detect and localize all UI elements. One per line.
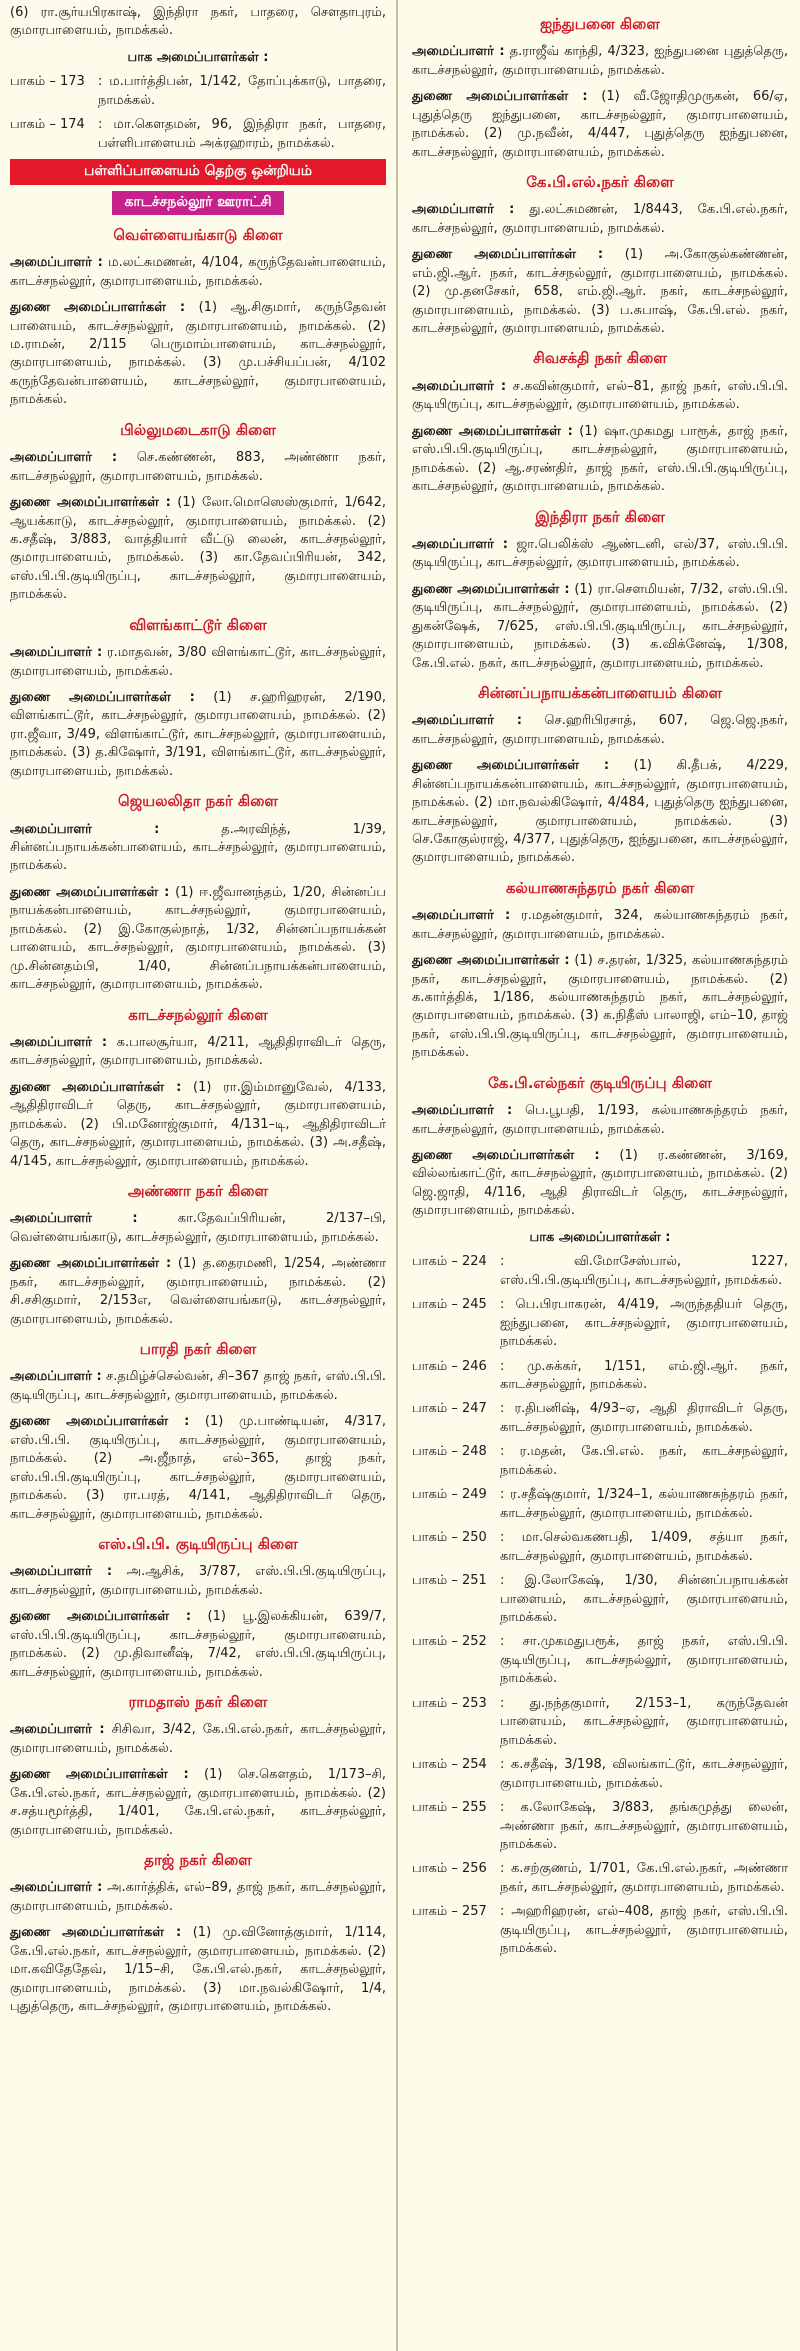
deputy-entry	[10, 884, 386, 995]
branch-title: சிவசக்தி நகர் கிளை	[533, 349, 667, 368]
organizer-label: அமைப்பாளர் :	[10, 821, 160, 837]
deputy-text: (1) ச.ஹரிஹரன், 2/190, விளங்காட்டூர், காடச்சநல்லூர், குமாரபாளையம், நாமக்கல். (2) ரா.ஜீவா, 3/49, விளங்காட்டூர், காடச்சநல்லூர், குமாரபாளையம், நாமக்கல். (3) த.கிஷோர், 3/191, விளங்காட்டூர், காடச்சநல்லூர், குமாரபாளையம், நாமக்கல்.	[10, 689, 386, 779]
deputy-entry	[10, 689, 386, 781]
organizer-text: பெ.பூபதி, 1/193, கல்யாணசுந்தரம் நகர், காடச்சநல்லூர், குமாரபாளையம், நாமக்கல்.	[412, 1103, 788, 1137]
part-organizer: : து.நந்தகுமார், 2/153–1, கருந்தேவன் பாளையம், காடச்சநல்லூர், குமாரபாளையம், நாமக்கல்.	[500, 1695, 788, 1748]
branch-title: பில்லுமடைகாடு கிளை	[120, 420, 276, 439]
top-paragraph: (6) ரா.சூர்யபிரகாஷ், இந்திரா நகர், பாதரை, சௌதாபுரம், குமாரபாளையம், நாமக்கல்.	[10, 5, 386, 39]
deputy-text: (1) மு.வினோத்குமார், 1/114, கே.பி.எல்.நகர், காடச்சநல்லூர், குமாரபாளையம், நாமக்கல். (2) மா.கவிதேதேவ், 1/15–சி, கே.பி.எல்.நகர், காடச்சநல்லூர், குமாரபாளையம், நாமக்கல். (3) மா.நவல்கிஷோர், 1/4, புதுத்தெரு, காடச்சநல்லூர், குமாரபாளையம், நாமக்கல்.	[10, 1925, 386, 2015]
part-organizer-row	[412, 1443, 788, 1480]
part-number: பாகம் – 251	[412, 1573, 487, 1589]
organizer-entry	[412, 201, 788, 238]
organizer-entry	[412, 43, 788, 80]
part-number: பாகம் – 256	[412, 1861, 487, 1877]
branch-block	[10, 615, 386, 781]
deputy-label: துணை அமைப்பாளர்கள் :	[10, 1414, 190, 1430]
organizer-text: து.லட்சுமணன், 1/8443, கே.பி.எல்.நகர், காடச்சநல்லூர், குமாரபாளையம், நாமக்கல்.	[412, 202, 788, 236]
panchayat-header-wrap	[10, 191, 386, 215]
deputy-label: துணை அமைப்பாளர்கள் :	[412, 581, 570, 597]
branch-block	[10, 791, 386, 994]
part-number: பாகம் – 247	[412, 1401, 487, 1417]
deputy-label: துணை அமைப்பாளர்கள் :	[10, 1767, 189, 1783]
deputy-entry	[10, 299, 386, 410]
branch-block	[10, 1692, 386, 1840]
part-organizer: : சா.முகமதுபரூக், தாஜ் நகர், எஸ்.பி.பி. குடியிருப்பு, காடச்சநல்லூர், குமாரபாளையம், நாமக்கல்.	[500, 1634, 788, 1687]
deputy-entry	[412, 246, 788, 338]
part-number: பாகம் – 173	[10, 74, 85, 90]
organizer-text: ச.கவின்குமார், எல்–81, தாஜ் நகர், எஸ்.பி.பி. குடியிருப்பு, காடச்சநல்லூர், குமாரபாளையம், நாமக்கல்.	[412, 378, 788, 413]
part-organizer-row	[412, 1358, 788, 1395]
organizer-label: அமைப்பாளர் :	[10, 1369, 102, 1385]
deputy-entry	[412, 1147, 788, 1221]
deputy-text: (1) செ.கௌதம், 1/173–சி, கே.பி.எல்.நகர், காடச்சநல்லூர், குமாரபாளையம், நாமக்கல். (2) ச.சத்யமூர்த்தி, 1/401, கே.பி.எல்.நகர், காடச்சநல்லூர், குமாரபாளையம், நாமக்கல்.	[10, 1767, 386, 1838]
organizer-entry	[10, 1368, 386, 1405]
deputy-entry	[412, 423, 788, 497]
part-organizer: : க.லோகேஷ், 3/883, தங்கமுத்து லைன், அண்ணா நகர், காடச்சநல்லூர், குமாரபாளையம், நாமக்கல்.	[500, 1800, 788, 1852]
organizer-text: செ.கண்ணன், 883, அண்ணா நகர், காடச்சநல்லூர், குமாரபாளையம், நாமக்கல்.	[10, 450, 386, 484]
branch-block	[412, 14, 788, 162]
branch-title: ஐந்துபனை கிளை	[540, 15, 660, 33]
part-organizer-row	[412, 1253, 788, 1290]
part-number: பாகம் – 253	[412, 1695, 487, 1711]
organizer-text: த.ராஜீவ் காந்தி, 4/323, ஐந்துபனை புதுத்தெரு, காடச்சநல்லூர், குமாரபாளையம், நாமக்கல்.	[412, 44, 788, 78]
deputy-text: (1) ர.கண்ணன், 3/169, வில்லங்காட்டூர், காடச்சநல்லூர், குமாரபாளையம், நாமக்கல். (2) ஜெ.ஜாதி, 4/116, ஆதி திராவிடர் தெரு, காடச்சநல்லூர், குமாரபாளையம், நாமக்கல்.	[412, 1148, 788, 1219]
branch-block	[412, 683, 788, 868]
organizer-text: ர.மதன்குமார், 324, கல்யாணசுந்தரம் நகர், காடச்சநல்லூர், குமாரபாளையம், நாமக்கல்.	[412, 908, 788, 942]
left-column	[0, 0, 398, 2351]
branch-block	[10, 1534, 386, 1682]
part-organizer: : அஹரிஹரன், எல்–408, தாஜ் நகர், எஸ்.பி.பி. குடியிருப்பு, காடச்சநல்லூர், குமாரபாளையம், நாமக்கல்.	[500, 1904, 788, 1957]
deputy-entry	[412, 952, 788, 1063]
branch-title: இந்திரா நகர் கிளை	[535, 507, 665, 526]
branch-block	[412, 878, 788, 1063]
branch-title: அண்ணா நகர் கிளை	[127, 1182, 269, 1201]
part-number: பாகம் – 174	[10, 117, 85, 133]
part-organizer: : ர.மதன், கே.பி.எல். நகர், காடச்சநல்லூர், நாமக்கல்.	[500, 1444, 788, 1478]
organizer-entry	[412, 712, 788, 749]
organizer-text: க.பாலசூர்யா, 4/211, ஆதிதிராவிடர் தெரு, காடச்சநல்லூர், குமாரபாளையம், நாமக்கல்.	[10, 1034, 386, 1069]
organizer-text: ம.லட்சுமணன், 4/104, கருந்தேவன்பாளையம், காடச்சநல்லூர், குமாரபாளையம், நாமக்கல்.	[10, 255, 386, 289]
part-number: பாகம் – 248	[412, 1444, 487, 1460]
organizer-entry	[10, 1879, 386, 1916]
part-organizer-row	[412, 1756, 788, 1793]
organizer-label: அமைப்பாளர் :	[412, 378, 507, 394]
branch-block	[10, 1181, 386, 1329]
part-organizers-title: பாக அமைப்பாளர்கள் :	[529, 1229, 671, 1245]
deputy-label: துணை அமைப்பாளர்கள் :	[10, 1256, 172, 1272]
organizer-entry	[10, 1034, 386, 1071]
branch-title: தாஜ் நகர் கிளை	[144, 1851, 252, 1870]
part-number: பாகம் – 255	[412, 1800, 487, 1816]
deputy-label: துணை அமைப்பாளர்கள் :	[10, 495, 171, 511]
part-organizer-row	[412, 1903, 788, 1958]
organizer-entry	[412, 1102, 788, 1139]
part-organizer-row	[412, 1486, 788, 1523]
organizer-label: அமைப்பாளர் :	[412, 908, 511, 924]
organizer-label: அமைப்பாளர் :	[10, 1722, 105, 1738]
branch-block	[412, 348, 788, 496]
deputy-text: (1) ஈ.ஜீவானந்தம், 1/20, சின்னப்ப நாயக்கன்பாளையம், காடச்சநல்லூர், குமாரபாளையம், நாமக்கல். (2) இ.கோகுல்நாத், 1/32, சின்னப்பநாயக்கன் பாளையம், காடச்சநல்லூர், குமாரபாளையம், நாமக்கல். (3) மு.சின்னதம்பி, 1/40, சின்னப்பநாயக்கன்பாளையம், காடச்சநல்லூர், குமாரபாளையம், நாமக்கல்.	[10, 884, 386, 993]
branch-title: ஜெயலலிதா நகர் கிளை	[118, 792, 278, 811]
part-number: பாகம் – 245	[412, 1297, 487, 1313]
deputy-text: (1) பூ.இலக்கியன், 639/7, எஸ்.பி.பி.குடியிருப்பு, காடச்சநல்லூர், குமாரபாளையம், நாமக்கல். (2) மு.திவானீஷ், 7/42, எஸ்.பி.பி.குடியிருப்பு, காடச்சநல்லூர், குமாரபாளையம், நாமக்கல்.	[10, 1609, 386, 1680]
deputy-entry	[412, 581, 788, 673]
organizer-text: த.அரவிந்த், 1/39, சின்னப்பநாயக்கன்பாளையம், காடச்சநல்லூர், குமாரபாளையம், நாமக்கல்.	[10, 821, 386, 874]
branch-block	[412, 172, 788, 338]
part-organizer-row	[412, 1400, 788, 1437]
deputy-entry	[10, 494, 386, 605]
branch-block	[10, 225, 386, 410]
organizer-label: அமைப்பாளர் :	[10, 1564, 113, 1580]
part-organizer: : ம.பார்த்திபன், 1/142, தோப்புக்காடு, பாதரை, நாமக்கல்.	[98, 74, 386, 108]
deputy-entry	[10, 1608, 386, 1682]
organizer-label: அமைப்பாளர் :	[10, 1880, 103, 1896]
branch-block	[10, 1005, 386, 1171]
organizer-entry	[412, 378, 788, 415]
part-organizer: : ர.திபனிஷ், 4/93–ஏ, ஆதி திராவிடர் தெரு, காடச்சநல்லூர், குமாரபாளையம், நாமக்கல்.	[500, 1401, 788, 1435]
deputy-entry	[10, 1079, 386, 1171]
part-number: பாகம் – 249	[412, 1487, 487, 1503]
organizer-entry	[10, 1563, 386, 1600]
deputy-text: (1) கி.தீபக், 4/229, சின்னப்பநாயக்கன்பாளையம், காடச்சநல்லூர், குமாரபாளையம், நாமக்கல். (2) மா.நவல்கிஷோர், 4/484, புதுத்தெரு ஐந்துபனை, காடச்சநல்லூர், குமாரபாளையம், நாமக்கல். (3) செ.கோகுல்ராஜ், 4/377, புதுத்தெரு, ஐந்துபனை, காடச்சநல்லூர், குமாரபாளையம், நாமக்கல்.	[412, 758, 788, 866]
part-organizer-row	[412, 1695, 788, 1750]
deputy-label: துணை அமைப்பாளர்கள் :	[412, 953, 570, 969]
deputy-text: (1) ச.தரன், 1/325, கல்யாணசுந்தரம் நகர், காடச்சநல்லூர், குமாரபாளையம், நாமக்கல். (2) க.கார்த்திக், 1/186, கல்யாணசுந்தரம் நகர், காடச்சநல்லூர், குமாரபாளையம், நாமக்கல். (3) க.நிதீஸ் பாலாஜி, எம்–10, தாஜ் நகர், எஸ்.பி.பி.குடியிருப்பு, காடச்சநல்லூர், குமாரபாளையம், நாமக்கல்.	[412, 953, 788, 1061]
part-number: பாகம் – 250	[412, 1530, 487, 1546]
part-number: பாகம் – 252	[412, 1634, 487, 1650]
deputy-label: துணை அமைப்பாளர்கள் :	[412, 423, 573, 439]
organizer-text: சிசிவா, 3/42, கே.பி.எல்.நகர், காடச்சநல்லூர், குமாரபாளையம், நாமக்கல்.	[10, 1722, 386, 1756]
part-organizer: : வி.மோசேஸ்பால், 1227, எஸ்.பி.பி.குடியிருப்பு, காடச்சநல்லூர், நாமக்கல்.	[500, 1254, 788, 1288]
deputy-text: (1) மு.பாண்டியன், 4/317, எஸ்.பி.பி. குடியிருப்பு, காடச்சநல்லூர், குமாரபாளையம், நாமக்கல். (2) அ.ஜீநாத், எல்–365, தாஜ் நகர், எஸ்.பி.பி.குடியிருப்பு, காடச்சநல்லூர், குமாரபாளையம், நாமக்கல். (3) ரா.பரத், 4/141, ஆதிதிராவிடர் தெரு, காடச்சநல்லூர், குமாரபாளையம், நாமக்கல்.	[10, 1414, 386, 1522]
branch-title: கே.பி.எல்நகர் குடியிருப்பு கிளை	[488, 1073, 712, 1092]
part-organizer: : மா.செல்வகணபதி, 1/409, சத்யா நகர், காடச்சநல்லூர், குமாரபாளையம், நாமக்கல்.	[500, 1530, 788, 1564]
deputy-label: துணை அமைப்பாளர்கள் :	[10, 1925, 182, 1941]
organizer-entry	[10, 1210, 386, 1247]
deputy-text: (1) வீ.ஜோதிமுருகன், 66/ஏ, புதுத்தெரு ஐந்துபனை, காடச்சநல்லூர், குமாரபாளையம், நாமக்கல். (2) மு.நவீன், 4/447, புதுத்தெரு ஐந்துபனை, காடச்சநல்லூர், குமாரபாளையம், நாமக்கல்.	[412, 89, 788, 160]
deputy-label: துணை அமைப்பாளர்கள் :	[412, 89, 588, 105]
organizer-label: அமைப்பாளர் :	[412, 713, 522, 729]
organizer-label: அமைப்பாளர் :	[412, 1103, 513, 1119]
organizer-text: அ.கார்த்திக், எல்–89, தாஜ் நகர், காடச்சநல்லூர், குமாரபாளையம், நாமக்கல்.	[10, 1880, 386, 1914]
branch-title: ராமதாஸ் நகர் கிளை	[128, 1693, 268, 1712]
deputy-entry	[10, 1766, 386, 1840]
organizer-entry	[10, 254, 386, 291]
organizer-entry	[10, 644, 386, 681]
branch-block	[412, 507, 788, 673]
part-organizer-row	[412, 1799, 788, 1854]
organizer-label: அமைப்பாளர் :	[10, 1211, 138, 1227]
part-organizer: : மா.கௌதமன், 96, இந்திரா நகர், பாதரை, பள்ளிபாளையம் அக்ரஹாரம், நாமக்கல்.	[98, 117, 386, 151]
branch-title: எஸ்.பி.பி. குடியிருப்பு கிளை	[98, 1535, 298, 1554]
part-organizer-row	[10, 73, 386, 110]
deputy-text: (1) லோ.மொஸெஸ்குமார், 1/642, ஆயக்காடு, காடச்சநல்லூர், குமாரபாளையம், நாமக்கல். (2) க.சதீஷ், 3/883, வாத்தியார் வீட்டு லைன், காடச்சநல்லூர், குமாரபாளையம், நாமக்கல். (3) கா.தேவப்பிரியன், 342, எஸ்.பி.பி.குடியிருப்பு, காடச்சநல்லூர், குமாரபாளையம், நாமக்கல்.	[10, 495, 386, 603]
organizer-label: அமைப்பாளர் :	[412, 202, 515, 218]
deputy-text: (1) ஆ.சிகுமார், கருந்தேவன் பாளையம், காடச்சநல்லூர், குமாரபாளையம், நாமக்கல். (2) ம.ராமன், 2/115 பெருமாம்பாளையம், காடச்சநல்லூர், குமாரபாளையம், நாமக்கல். (3) மு.பச்சியப்பன், 4/102 கருந்தேவன்பாளையம், காடச்சநல்லூர், குமாரபாளையம், நாமக்கல்.	[10, 300, 386, 408]
part-organizer: : பெ.பிரபாகரன், 4/419, அருந்ததியர் தெரு, ஐந்துபனை, காடச்சநல்லூர், குமாரபாளையம், நாமக்கல்.	[500, 1297, 788, 1350]
branch-block	[10, 1850, 386, 2016]
part-organizer: : ர.சதீஷ்குமார், 1/324–1, கல்யாணசுந்தரம் நகர், காடச்சநல்லூர், குமாரபாளையம், நாமக்கல்.	[500, 1487, 788, 1521]
part-organizers-title: பாக அமைப்பாளர்கள் :	[127, 49, 269, 65]
deputy-label: துணை அமைப்பாளர்கள் :	[412, 1148, 600, 1164]
part-organizer-row	[412, 1572, 788, 1627]
deputy-label: துணை அமைப்பாளர்கள் :	[10, 300, 186, 316]
organizer-entry	[412, 536, 788, 573]
branch-title: கல்யாணசுந்தரம் நகர் கிளை	[505, 878, 695, 897]
part-number: பாகம் – 246	[412, 1358, 487, 1374]
deputy-entry	[412, 88, 788, 162]
panchayat-header: காடச்சநல்லூர் ஊராட்சி	[112, 191, 283, 215]
organizer-entry	[10, 821, 386, 876]
branch-block	[10, 1339, 386, 1524]
deputy-text: (1) ரா.சௌமியன், 7/32, எஸ்.பி.பி. குடியிருப்பு, காடச்சநல்லூர், குமாரபாளையம், நாமக்கல். (2) துகன்ஷேக், 7/625, எஸ்.பி.பி.குடியிருப்பு, காடச்சநல்லூர், குமாரபாளையம், நாமக்கல். (3) க.விக்னேஷ், 1/308, கே.பி.எல். நகர், காடச்சநல்லூர், குமாரபாளையம், நாமக்கல்.	[412, 581, 788, 671]
organizer-text: அ.ஆசிக், 3/787, எஸ்.பி.பி.குடியிருப்பு, காடச்சநல்லூர், குமாரபாளையம், நாமக்கல்.	[10, 1564, 386, 1598]
part-organizer: : இ.லோகேஷ், 1/30, சின்னப்பநாயக்கன் பாளையம், காடச்சநல்லூர், குமாரபாளையம், நாமக்கல்.	[500, 1573, 788, 1625]
branch-title: வெள்ளையங்காடு கிளை	[113, 225, 283, 244]
deputy-text: (1) ரா.இம்மானுவேல், 4/133, ஆதிதிராவிடர் தெரு, காடச்சநல்லூர், குமாரபாளையம், நாமக்கல். (2) பி.மனோஜ்குமார், 4/131–டி, ஆதிதிராவிடர் தெரு, காடச்சநல்லூர், குமாரபாளையம், நாமக்கல். (3) அ.சதீஷ், 4/145, காடச்சநல்லூர், குமாரபாளையம், நாமக்கல்.	[10, 1079, 386, 1169]
part-organizer-row	[10, 116, 386, 153]
organizer-text: செ.ஹரிபிரசாத், 607, ஜெ.ஜெ.நகர், காடச்சநல்லூர், குமாரபாளையம், நாமக்கல்.	[412, 713, 788, 747]
part-organizer-row	[412, 1296, 788, 1351]
deputy-label: துணை அமைப்பாளர்கள் :	[10, 1079, 182, 1095]
organizer-label: அமைப்பாளர் :	[10, 645, 103, 661]
deputy-label: துணை அமைப்பாளர்கள் :	[10, 1609, 192, 1625]
part-organizer-row	[412, 1860, 788, 1897]
part-organizer: : க.சதீஷ், 3/198, விலங்காட்டூர், காடச்சநல்லூர், குமாரபாளையம், நாமக்கல்.	[500, 1757, 788, 1791]
branch-title: விளங்காட்டூர் கிளை	[129, 615, 267, 634]
deputy-label: துணை அமைப்பாளர்கள் :	[412, 247, 604, 263]
organizer-text: ஜா.பெலிக்ஸ் ஆண்டனி, எல்/37, எஸ்.பி.பி. குடியிருப்பு, காடச்சநல்லூர், குமாரபாளையம், நாமக்கல்.	[412, 536, 788, 571]
deputy-label: துணை அமைப்பாளர்கள் :	[10, 884, 170, 900]
deputy-label: துணை அமைப்பாளர்கள் :	[10, 689, 195, 705]
organizer-entry	[10, 449, 386, 486]
right-column	[398, 0, 798, 2351]
organizer-text: ர.மாதவன், 3/80 விளங்காட்டூர், காடச்சநல்லூர், குமாரபாளையம், நாமக்கல்.	[10, 645, 386, 679]
part-number: பாகம் – 254	[412, 1757, 487, 1773]
part-number: பாகம் – 224	[412, 1254, 487, 1270]
deputy-text: (1) ஷா.முகமது பாரூக், தாஜ் நகர், எஸ்.பி.பி.குடியிருப்பு, காடச்சநல்லூர், குமாரபாளையம், நாமக்கல். (2) ஆ.சரண்திர், தாஜ் நகர், எஸ்.பி.பி.குடியிருப்பு, காடச்சநல்லூர், குமாரபாளையம், நாமக்கல்.	[412, 423, 788, 495]
organizer-text: கா.தேவப்பிரியன், 2/137–பி, வெள்ளையங்காடு, காடச்சநல்லூர், குமாரபாளையம், நாமக்கல்.	[10, 1211, 386, 1245]
organizer-entry	[412, 907, 788, 944]
deputy-entry	[10, 1255, 386, 1329]
part-number: பாகம் – 257	[412, 1904, 487, 1920]
part-organizer-row	[412, 1633, 788, 1688]
organizer-entry	[10, 1721, 386, 1758]
deputy-text: (1) அ.கோகுல்கண்ணன், எம்.ஜி.ஆர். நகர், காடச்சநல்லூர், குமாரபாளையம், நாமக்கல். (2) மு.தனசேகர், 658, எம்.ஜி.ஆர். நகர், காடச்சநல்லூர், குமாரபாளையம், நாமக்கல். (3) ப.சுபாஷ், கே.பி.எல். நகர், காடச்சநல்லூர், குமாரபாளையம், நாமக்கல்.	[412, 247, 788, 337]
branch-title: பாரதி நகர் கிளை	[139, 1340, 257, 1359]
branch-block	[10, 420, 386, 605]
organizer-label: அமைப்பாளர் :	[412, 536, 508, 552]
organizer-label: அமைப்பாளர் :	[10, 255, 103, 271]
deputy-entry	[10, 1413, 386, 1524]
organizer-label: அமைப்பாளர் :	[10, 450, 118, 466]
deputy-text: (1) த.தைரமணி, 1/254, அண்ணா நகர், காடச்சநல்லூர், குமாரபாளையம், நாமக்கல். (2) சி.சசிகுமார், 2/153எ, வெள்ளையங்காடு, காடச்சநல்லூர், குமாரபாளையம், நாமக்கல்.	[10, 1256, 386, 1327]
branch-title: சின்னப்பநாயக்கன்பாளையம் கிளை	[477, 683, 723, 702]
part-organizer: : மு.சுக்கர், 1/151, எம்.ஜி.ஆர். நகர், காடச்சநல்லூர், நாமக்கல்.	[500, 1358, 788, 1392]
deputy-entry	[10, 1924, 386, 2016]
union-section-header: பள்ளிப்பாளையம் தெற்கு ஒன்றியம்	[10, 159, 386, 185]
organizer-label: அமைப்பாளர் :	[412, 44, 505, 60]
organizer-text: ச.தமிழ்ச்செல்வன், சி–367 தாஜ் நகர், எஸ்.பி.பி. குடியிருப்பு, காடச்சநல்லூர், குமாரபாளையம், நாமக்கல்.	[10, 1369, 386, 1403]
branch-block	[412, 1073, 788, 1221]
part-organizer: : க.சற்குணம், 1/701, கே.பி.எல்.நகர், அண்ணா நகர், காடச்சநல்லூர், குமாரபாளையம், நாமக்கல்.	[500, 1861, 788, 1895]
branch-title: கே.பி.எல்.நகர் கிளை	[526, 173, 674, 192]
organizer-label: அமைப்பாளர் :	[10, 1034, 108, 1050]
deputy-label: துணை அமைப்பாளர்கள் :	[412, 758, 610, 774]
deputy-entry	[412, 757, 788, 868]
part-organizer-row	[412, 1529, 788, 1566]
branch-title: காடச்சநல்லூர் கிளை	[128, 1005, 268, 1024]
